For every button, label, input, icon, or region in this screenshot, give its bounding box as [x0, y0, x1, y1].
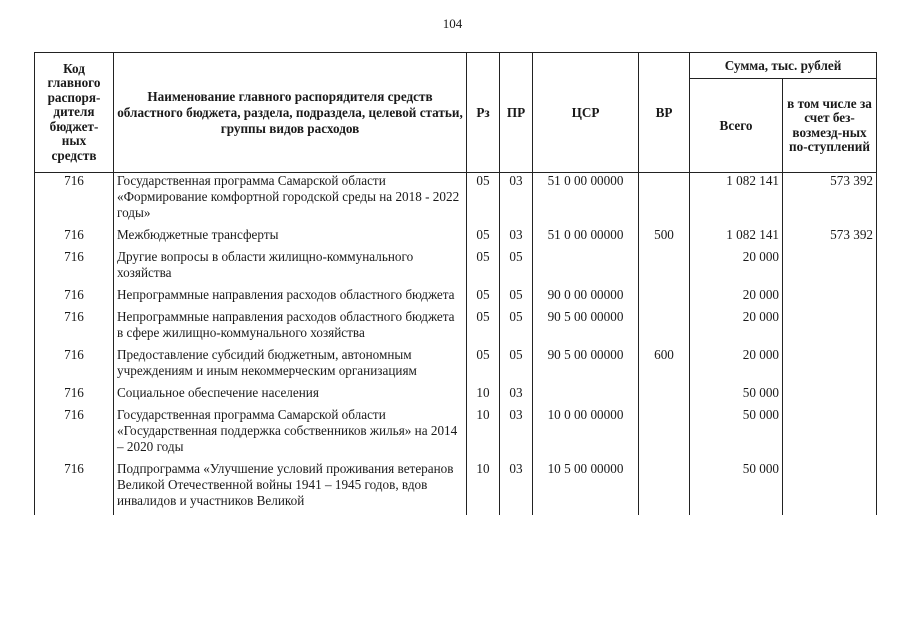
- cell-pr: 03: [500, 461, 533, 515]
- cell-code: 716: [35, 309, 114, 347]
- cell-total: 20 000: [690, 249, 783, 287]
- cell-vr: 500: [639, 227, 690, 249]
- cell-total: 50 000: [690, 407, 783, 461]
- cell-gratuitous: [783, 347, 877, 385]
- cell-csr: [533, 249, 639, 287]
- cell-pr: 05: [500, 309, 533, 347]
- cell-csr: 90 0 00 00000: [533, 287, 639, 309]
- cell-total: 20 000: [690, 287, 783, 309]
- cell-rz: 05: [467, 309, 500, 347]
- cell-code: 716: [35, 385, 114, 407]
- cell-vr: [639, 309, 690, 347]
- cell-name: Другие вопросы в области жилищно-коммунального хозяйства: [114, 249, 467, 287]
- cell-total: 20 000: [690, 309, 783, 347]
- cell-total: 20 000: [690, 347, 783, 385]
- cell-rz: 10: [467, 385, 500, 407]
- header-pr: ПР: [500, 53, 533, 173]
- cell-name: Государственная программа Самарской области «Государственная поддержка собственников жилья» на 2014 – 2020 годы: [114, 407, 467, 461]
- cell-rz: 10: [467, 407, 500, 461]
- cell-code: 716: [35, 173, 114, 228]
- cell-gratuitous: [783, 249, 877, 287]
- cell-csr: 90 5 00 00000: [533, 347, 639, 385]
- cell-gratuitous: [783, 407, 877, 461]
- header-code: Код главного распоря-дителя бюджет-ных средств: [35, 53, 114, 173]
- cell-rz: 05: [467, 249, 500, 287]
- cell-pr: 03: [500, 407, 533, 461]
- cell-rz: 05: [467, 287, 500, 309]
- cell-rz: 05: [467, 173, 500, 228]
- cell-gratuitous: 573 392: [783, 227, 877, 249]
- table-row: [35, 173, 877, 228]
- cell-rz: 05: [467, 227, 500, 249]
- cell-pr: 05: [500, 249, 533, 287]
- cell-vr: [639, 461, 690, 515]
- cell-pr: 03: [500, 173, 533, 228]
- table-row: [35, 309, 877, 347]
- header-name: Наименование главного распорядителя средств областного бюджета, раздела, подраздела, целевой статьи, группы видов расходов: [114, 53, 467, 173]
- cell-csr: [533, 385, 639, 407]
- cell-csr: 90 5 00 00000: [533, 309, 639, 347]
- cell-vr: [639, 173, 690, 228]
- cell-gratuitous: [783, 309, 877, 347]
- table-row: [35, 461, 877, 515]
- cell-name: Государственная программа Самарской области «Формирование комфортной городской среды на 2018 - 2022 годы»: [114, 173, 467, 228]
- table-body: [35, 173, 877, 516]
- budget-table: [34, 52, 877, 515]
- table-row: [35, 407, 877, 461]
- cell-vr: [639, 287, 690, 309]
- page-number: 104: [442, 16, 463, 31]
- cell-pr: 03: [500, 385, 533, 407]
- cell-name: Межбюджетные трансферты: [114, 227, 467, 249]
- cell-csr: 10 0 00 00000: [533, 407, 639, 461]
- header-gratuitous: в том числе за счет без-возмезд-ных по-ступлений: [783, 79, 877, 173]
- header-vr: ВР: [639, 53, 690, 173]
- cell-csr: 51 0 00 00000: [533, 227, 639, 249]
- cell-name: Непрограммные направления расходов областного бюджета в сфере жилищно-коммунального хозяйства: [114, 309, 467, 347]
- cell-code: 716: [35, 227, 114, 249]
- table-row: [35, 287, 877, 309]
- cell-pr: 05: [500, 287, 533, 309]
- cell-vr: [639, 385, 690, 407]
- cell-name: Социальное обеспечение населения: [114, 385, 467, 407]
- cell-vr: [639, 249, 690, 287]
- cell-gratuitous: 573 392: [783, 173, 877, 228]
- cell-csr: 10 5 00 00000: [533, 461, 639, 515]
- table-row: [35, 347, 877, 385]
- header-total: Всего: [690, 79, 783, 173]
- cell-name: Предоставление субсидий бюджетным, автономным учреждениям и иным некоммерческим организациям: [114, 347, 467, 385]
- cell-total: 50 000: [690, 385, 783, 407]
- header-rz: Рз: [467, 53, 500, 173]
- header-csr: ЦСР: [533, 53, 639, 173]
- cell-csr: 51 0 00 00000: [533, 173, 639, 228]
- header-sum-group: Сумма, тыс. рублей: [690, 53, 877, 79]
- cell-total: 1 082 141: [690, 227, 783, 249]
- cell-pr: 03: [500, 227, 533, 249]
- cell-code: 716: [35, 347, 114, 385]
- cell-name: Подпрограмма «Улучшение условий проживания ветеранов Великой Отечественной войны 1941 – 1945 годов, вдов инвалидов и участников Великой: [114, 461, 467, 515]
- table-row: [35, 227, 877, 249]
- table-row: [35, 385, 877, 407]
- cell-gratuitous: [783, 287, 877, 309]
- cell-code: 716: [35, 461, 114, 515]
- table-row: [35, 249, 877, 287]
- cell-rz: 05: [467, 347, 500, 385]
- cell-code: 716: [35, 249, 114, 287]
- cell-total: 1 082 141: [690, 173, 783, 228]
- cell-code: 716: [35, 407, 114, 461]
- cell-total: 50 000: [690, 461, 783, 515]
- cell-vr: 600: [639, 347, 690, 385]
- cell-rz: 10: [467, 461, 500, 515]
- table-header: [35, 53, 877, 173]
- cell-pr: 05: [500, 347, 533, 385]
- cell-vr: [639, 407, 690, 461]
- cell-code: 716: [35, 287, 114, 309]
- cell-name: Непрограммные направления расходов областного бюджета: [114, 287, 467, 309]
- cell-gratuitous: [783, 461, 877, 515]
- cell-gratuitous: [783, 385, 877, 407]
